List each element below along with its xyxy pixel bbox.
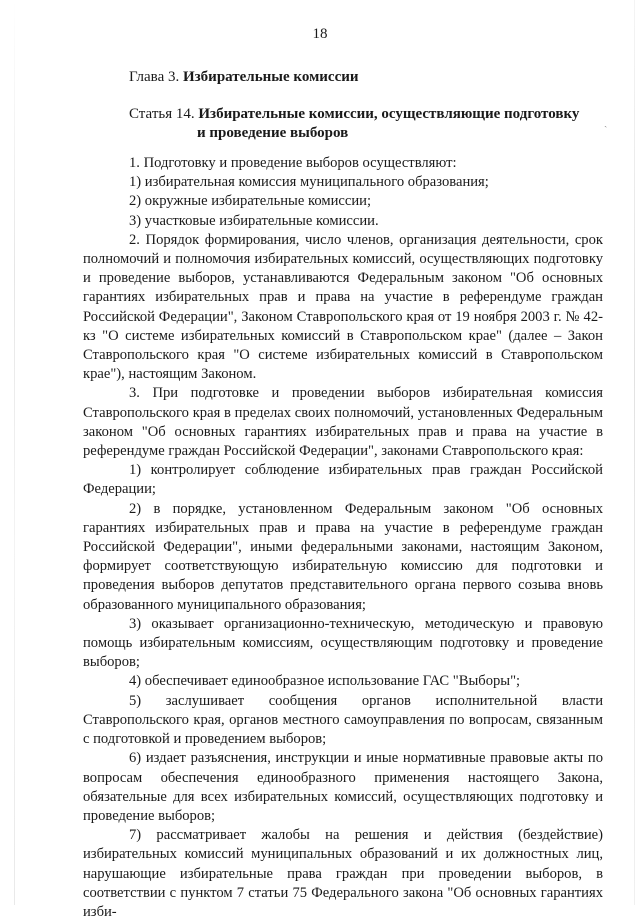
scan-mark: ˏ xyxy=(604,117,608,128)
scan-edge-left xyxy=(14,0,15,905)
paragraph: 2) окружные избирательные комиссии; xyxy=(129,193,372,210)
paragraph: 3. При подготовке и проведении выборов избирательная комиссия Ставропольского края в пределах своих полномочий, установленных Федеральным законом "Об основных гарантиях избирательных прав и права на участие в референдуме граждан Российской Федерации", законами Ставропольского края: xyxy=(83,385,603,460)
article-title-line1: Избирательные комиссии, осуществляющие подготовку xyxy=(198,106,580,122)
page-number: 18 xyxy=(312,26,328,42)
chapter-heading xyxy=(129,69,359,86)
paragraph: 2. Порядок формирования, число членов, организация деятельности, срок полномочий и полномочия избирательных комиссий, осуществляющих подготовку и проведение выборов, устанавливаются Федеральным законом "Об основных гарантиях избирательных прав и права на участие в референдуме граждан Российской Федерации", Законом Ставропольского края от 19 ноября 2003 г. № 42-кз "О системе избирательных комиссий в Ставропольском крае" (далее – Закон Ставропольского края "О системе избирательных комиссий в Ставропольском крае"), настоящим Законом. xyxy=(83,231,603,383)
chapter-title: Избирательные комиссии xyxy=(182,69,359,85)
paragraph: 1) контролирует соблюдение избирательных прав граждан Российской Федерации; xyxy=(83,462,603,498)
article-body xyxy=(83,154,603,922)
paragraph: 2) в порядке, установленном Федеральным законом "Об основных гарантиях избирательных прав и права на участие в референдуме граждан Российской Федерации", иными федеральными законами, настоящим Законом, формирует соответствующую избирательную комиссию для подготовки и проведения выборов депутатов представительного органа первого созыва вновь образованного муниципального образования; xyxy=(83,500,603,613)
paragraph: 3) участковые избирательные комиссии. xyxy=(129,212,379,229)
paragraph: 4) обеспечивает единообразное использование ГАС "Выборы"; xyxy=(129,673,521,690)
article-heading-line1 xyxy=(129,105,599,124)
paragraph: 6) издает разъяснения, инструкции и иные нормативные правовые акты по вопросам обеспечения единообразного применения настоящего Закона, обязательные для всех избирательных комиссий, осуществляющих подготовку и проведение выборов; xyxy=(83,750,603,824)
article-prefix: Статья 14. xyxy=(129,106,199,122)
article-title-line2: и проведение выборов xyxy=(197,125,349,141)
paragraph: 3) оказывает организационно-техническую, методическую и правовую помощь избирательным комиссиям, осуществляющим подготовку и проведение выборов; xyxy=(83,615,603,671)
paragraph: 5) заслушивает сообщения органов исполнительной власти Ставропольского края, органов местного самоуправления по вопросам, связанным с подготовкой и проведением выборов; xyxy=(83,692,603,748)
article-heading xyxy=(129,105,599,143)
paragraph: 1. Подготовку и проведение выборов осуществляют: xyxy=(129,155,457,171)
paragraph: 7) рассматривает жалобы на решения и действия (бездействие) избирательных комиссий муниципальных образований и их должностных лиц, нарушающие избирательные права граждан при проведении выборов, в соответствии с пунктом 7 статьи 75 Федерального закона "Об основных гарантиях изби- xyxy=(83,827,603,920)
paragraph: 1) избирательная комиссия муниципального образования; xyxy=(129,174,489,191)
scan-edge-right xyxy=(634,0,635,905)
chapter-prefix: Глава 3. xyxy=(129,69,183,85)
